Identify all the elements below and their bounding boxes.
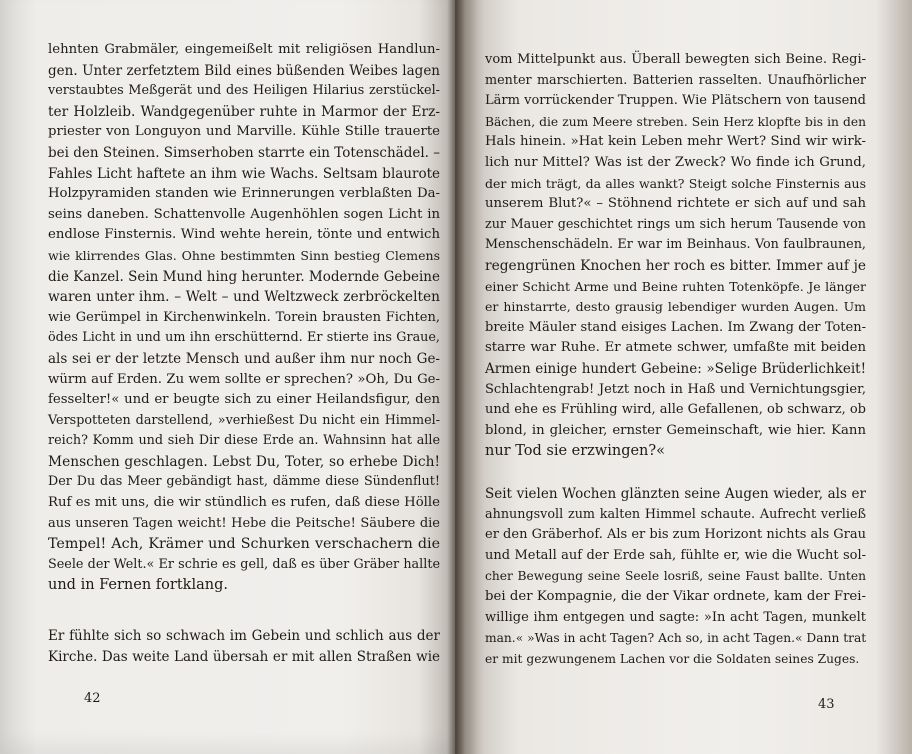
right-paragraph-1 bbox=[485, 50, 866, 462]
left-page bbox=[0, 0, 455, 754]
text-line: bei den Steinen. Simserhoben starrte ein Totenschädel. – bbox=[48, 144, 440, 161]
text-line: Menschen geschlagen. Lebst Du, Toter, so erhebe Dich! bbox=[48, 453, 440, 470]
left-paragraph-1 bbox=[48, 40, 440, 596]
text-line: einer Schicht Arme und Beine ruhten Totenköpfe. Je länger bbox=[485, 278, 866, 294]
text-line: würm auf Erden. Zu wem sollte er sprechen? »Oh, Du Ge- bbox=[48, 371, 440, 387]
text-line: fesselter!« und er beugte sich zu einer Heilandsfigur, den bbox=[48, 392, 440, 408]
text-line: der mich trägt, da alles wankt? Steigt solche Finsternis aus bbox=[485, 175, 866, 191]
text-line: man.« »Was in acht Tagen? Ach so, in acht Tagen.« Dann trat bbox=[485, 631, 867, 646]
text-line: wie Gerümpel in Kirchenwinkeln. Torein brausten Fichten, bbox=[48, 309, 440, 325]
text-line: Schlachtengrab! Jetzt noch in Haß und Vernichtungsgier, bbox=[485, 381, 866, 397]
text-line: Er fühlte sich so schwach im Gebein und schlich aus der bbox=[48, 628, 440, 644]
text-line: zur Mauer geschichtet rings um sich herum Tausende von bbox=[485, 216, 866, 232]
text-line: Menschenschädeln. Er war im Beinhaus. Von faulbraunen, bbox=[485, 237, 866, 253]
text-line: Der Du das Meer gebändigt hast, dämme diese Sündenflut! bbox=[48, 474, 440, 490]
text-line: Seele der Welt.« Er schrie es gell, daß es über Gräber hallte bbox=[48, 556, 440, 572]
text-line: vom Mittelpunkt aus. Überall bewegten sich Beine. Regi- bbox=[485, 52, 866, 67]
text-line: er mit gezwungenem Lachen vor die Soldaten seines Zuges. bbox=[485, 651, 860, 666]
text-line: seins daneben. Schattenvolle Augenhöhlen sogen Licht in bbox=[48, 206, 440, 222]
text-line: lich nur Mittel? Was ist der Zweck? Wo finde ich Grund, bbox=[485, 154, 866, 170]
right-paragraph-2 bbox=[485, 484, 866, 669]
text-line: wie klirrendes Glas. Ohne bestimmten Sinn bestieg Clemens bbox=[48, 247, 440, 263]
text-line: aus unseren Tagen weicht! Hebe die Peitsche! Säubere die bbox=[48, 515, 440, 531]
text-line: und Metall auf der Erde sah, fühlte er, wie die Wucht sol- bbox=[485, 547, 866, 563]
text-line: Ruf es mit uns, die wir stündlich es rufen, daß diese Hölle bbox=[48, 495, 440, 511]
text-line: nur Tod sie erzwingen?« bbox=[485, 443, 666, 460]
text-line: Lärm vorrückender Truppen. Wie Plätschern von tausend bbox=[485, 93, 866, 109]
text-line: Holzpyramiden standen wie Erinnerungen verblaßten Da- bbox=[48, 186, 440, 202]
text-line: starre war Ruhe. Er atmete schwer, umfaßte mit beiden bbox=[485, 340, 866, 356]
text-line: Kirche. Das weite Land übersah er mit allen Straßen wie bbox=[48, 648, 440, 665]
text-line: ter Holzleib. Wandgegenüber ruhte in Marmor der Erz- bbox=[48, 103, 440, 120]
text-line: und in Fernen fortklang. bbox=[48, 577, 228, 594]
text-line: die Kanzel. Sein Mund hing herunter. Modernde Gebeine bbox=[48, 268, 440, 285]
page-number-left: 42 bbox=[84, 691, 101, 706]
text-line: cher Bewegung seine Seele losriß, seine Faust ballte. Unten bbox=[485, 569, 866, 584]
text-line: unserem Blut?« – Stöhnend richtete er sich auf und sah bbox=[485, 196, 866, 212]
text-line: Fahles Licht haftete an ihm wie Wachs. Seltsam blaurote bbox=[48, 165, 440, 182]
text-line: willige ihm entgegen und sagte: »In acht Tagen, munkelt bbox=[485, 609, 866, 625]
text-line: Tempel! Ach, Krämer und Schurken verschachern die bbox=[48, 536, 440, 553]
text-line: endlose Finsternis. Wind wehte herein, tönte und entwich bbox=[48, 227, 440, 243]
text-line: Verspotteten darstellend, »verhießest Du nicht ein Himmel- bbox=[48, 412, 440, 428]
text-line: und ehe es Frühling wird, alle Gefallenen, ob schwarz, ob bbox=[485, 402, 866, 418]
text-line: menter marschierten. Batterien rasselten. Unaufhörlicher bbox=[485, 72, 866, 88]
text-line: er hinstarrte, desto grausig lebendiger wurden Augen. Um bbox=[485, 299, 866, 315]
text-line: priester von Longuyon und Marville. Kühle Stille trauerte bbox=[48, 124, 440, 140]
text-line: er den Gräberhof. Als er bis zum Horizont nichts als Grau bbox=[485, 527, 866, 543]
right-page bbox=[455, 0, 912, 754]
text-line: bei der Kompagnie, die der Vikar ordnete, kam der Frei- bbox=[485, 588, 866, 604]
text-line: ödes Licht in und um ihn erschütternd. Er stierte ins Graue, bbox=[48, 330, 440, 346]
book-gutter bbox=[447, 0, 465, 754]
text-line: reich? Komm und sieh Dir diese Erde an. Wahnsinn hat alle bbox=[48, 433, 440, 449]
text-line: lehnten Grabmäler, eingemeißelt mit religiösen Handlun- bbox=[48, 42, 440, 57]
text-line: als sei er der letzte Mensch und außer ihm nur noch Ge- bbox=[48, 350, 440, 367]
page-number-right: 43 bbox=[818, 697, 835, 712]
text-line: waren unter ihm. – Welt – und Weltzweck zerbröckelten bbox=[48, 289, 440, 306]
left-paragraph-2 bbox=[48, 626, 440, 667]
text-line: breite Mäuler stand eisiges Lachen. Im Zwang der Toten- bbox=[485, 319, 866, 335]
text-line: blond, in gleicher, ernster Gemeinschaft, wie hier. Kann bbox=[485, 422, 866, 438]
text-line: Bächen, die zum Meere streben. Sein Herz klopfte bis in den bbox=[485, 114, 866, 129]
text-line: verstaubtes Meßgerät und des Heiligen Hilarius zerstückel- bbox=[48, 83, 440, 99]
text-line: regengrünen Knochen her roch es bitter. Immer auf je bbox=[485, 257, 866, 274]
text-line: Seit vielen Wochen glänzten seine Augen wieder, als er bbox=[485, 486, 866, 502]
text-line: Armen einige hundert Gebeine: »Selige Brüderlichkeit! bbox=[485, 360, 866, 377]
text-line: Hals hinein. »Hat kein Leben mehr Wert? Sind wir wirk- bbox=[485, 134, 866, 150]
text-line: ahnungsvoll zum kalten Himmel schaute. Aufrecht verließ bbox=[485, 506, 866, 522]
text-line: gen. Unter zerfetztem Bild eines büßenden Weibes lagen bbox=[48, 62, 440, 79]
